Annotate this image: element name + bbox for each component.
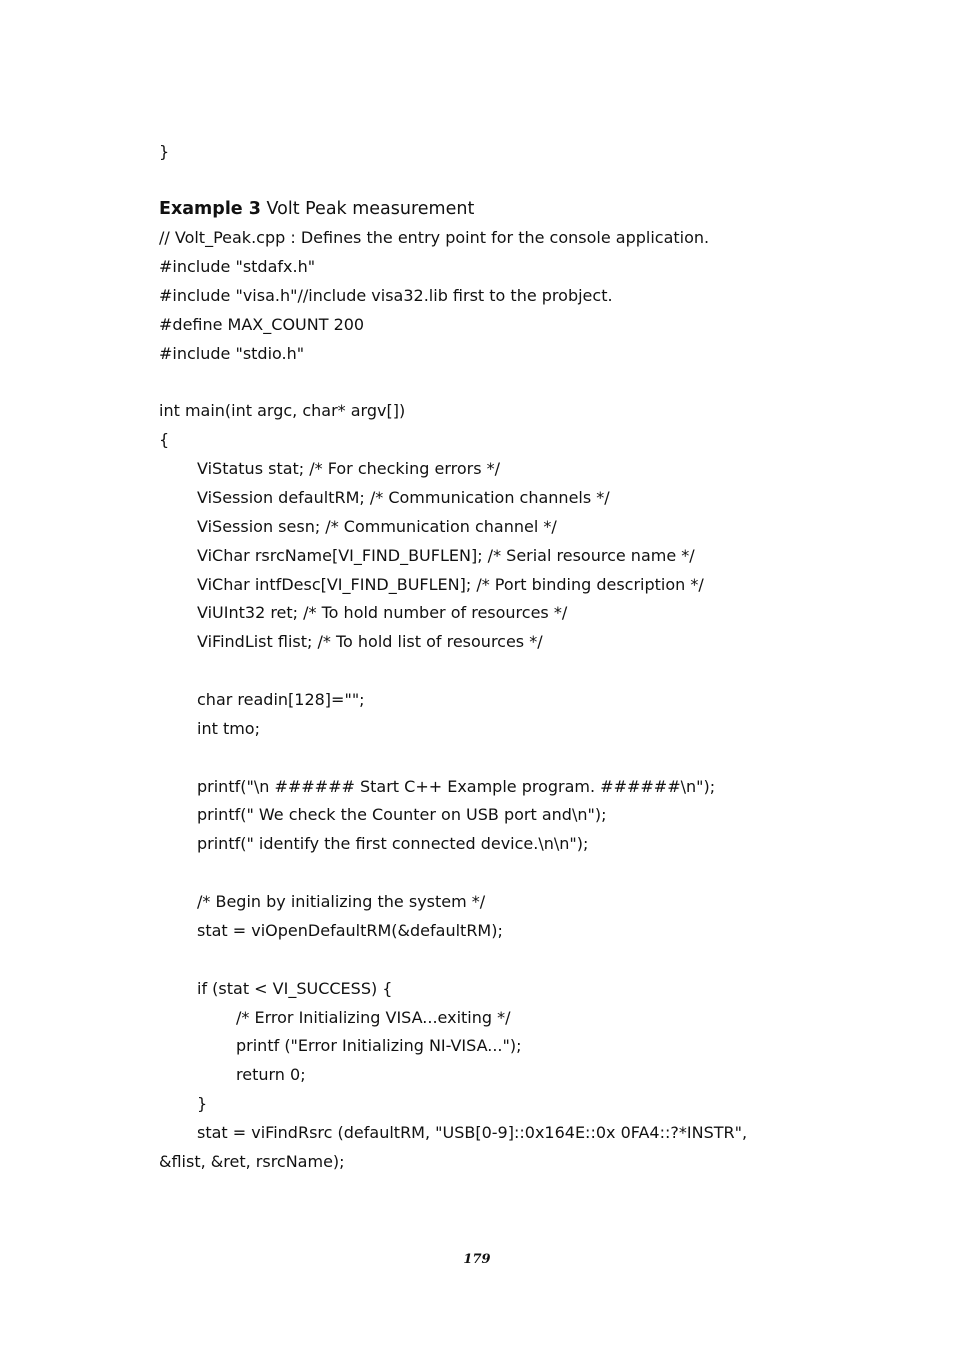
code-line: { (159, 430, 170, 449)
code-line: stat = viOpenDefaultRM(&defaultRM); (197, 921, 503, 940)
code-line: /* Error Initializing VISA...exiting */ (236, 1008, 511, 1027)
code-line: ViStatus stat; /* For checking errors */ (197, 459, 501, 478)
code-line: stat = viFindRsrc (defaultRM, "USB[0-9]::0x164E::0x 0FA4::?*INSTR", (197, 1123, 748, 1142)
code-line: if (stat < VI_SUCCESS) { (197, 979, 393, 998)
code-line: #include "stdio.h" (159, 344, 305, 363)
code-line: char readin[128]=""; (197, 690, 365, 709)
code-line: } (197, 1094, 208, 1113)
code-line: #define MAX_COUNT 200 (159, 315, 365, 334)
heading-title: Volt Peak measurement (260, 199, 475, 219)
code-line: ViSession defaultRM; /* Communication channels */ (197, 488, 610, 507)
code-line: // Volt_Peak.cpp : Defines the entry point for the console application. (159, 228, 710, 247)
code-line: ViUInt32 ret; /* To hold number of resources */ (197, 603, 568, 622)
heading-bold-label: Example 3 (159, 199, 261, 219)
code-line: &flist, &ret, rsrcName); (159, 1152, 345, 1171)
code-line: ViChar intfDesc[VI_FIND_BUFLEN]; /* Port binding description */ (197, 575, 704, 594)
code-line: #include "stdafx.h" (159, 257, 316, 276)
code-line: #include "visa.h"//include visa32.lib first to the probject. (159, 286, 613, 305)
code-line: return 0; (236, 1065, 306, 1084)
code-line: printf("\n ###### Start C++ Example program. ######\n"); (197, 777, 716, 796)
code-line: ViSession sesn; /* Communication channel */ (197, 517, 557, 536)
code-line: printf ("Error Initializing NI-VISA..."); (236, 1036, 522, 1055)
code-line: ViFindList flist; /* To hold list of resources */ (197, 632, 543, 651)
page-number: 179 (463, 1252, 491, 1267)
code-line: printf(" We check the Counter on USB port and\n"); (197, 805, 607, 824)
code-line: /* Begin by initializing the system */ (197, 892, 486, 911)
closing-brace-line: } (159, 142, 170, 161)
code-line: ViChar rsrcName[VI_FIND_BUFLEN]; /* Serial resource name */ (197, 546, 695, 565)
code-line: int main(int argc, char* argv[]) (159, 401, 406, 420)
code-line: int tmo; (197, 719, 260, 738)
section-heading (159, 198, 474, 220)
code-line: printf(" identify the first connected device.\n\n"); (197, 834, 589, 853)
